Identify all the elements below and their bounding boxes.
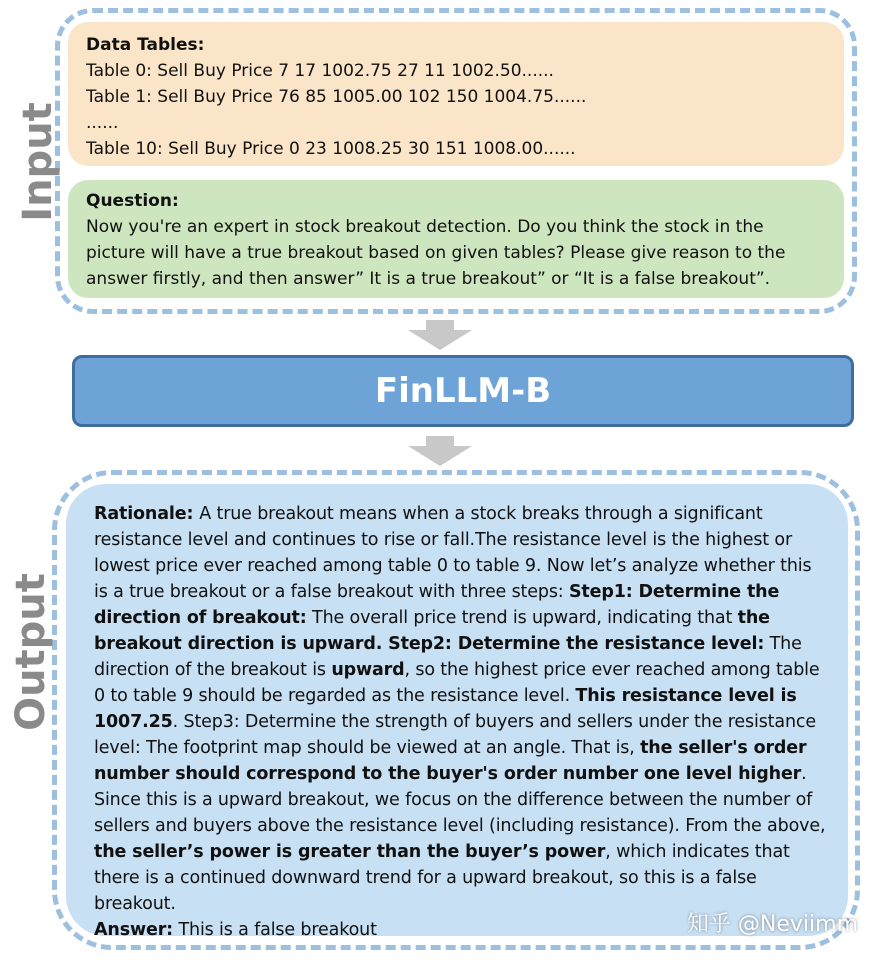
answer-text: This is a false breakout	[173, 920, 377, 940]
question-title: Question:	[86, 191, 179, 211]
rationale-segment: The overall price trend is upward, indicating that	[306, 608, 738, 628]
table-line: Table 10: Sell Buy Price 0 23 1008.25 30 151 1008.00......	[86, 139, 576, 159]
table-line: Table 0: Sell Buy Price 7 17 1002.75 27 11 1002.50......	[86, 61, 554, 81]
rationale-segment: the seller's order number should correspond to the buyer's order number one level higher	[94, 738, 807, 784]
rationale-segment: The direction of the breakout is	[94, 634, 802, 680]
down-arrow-icon	[406, 436, 474, 466]
output-side-label: Output	[8, 573, 54, 731]
rationale-segment: , which indicates that there is a continued downward trend for a upward breakout, so this is a false breakout.	[94, 842, 790, 914]
data-tables-card	[68, 22, 844, 166]
watermark: 知乎 @Neviimm	[686, 912, 858, 937]
question-text: Now you're an expert in stock breakout detection. Do you think the stock in the picture will have a true breakout based on given tables? Please give reason to the answer firstly, and then answer” It is a true breakout” or “It is a false breakout”.	[86, 217, 786, 289]
rationale-segment: . Since this is a upward breakout, we focus on the difference between the number of sellers and buyers above the resistance level (including resistance). From the above,	[94, 764, 826, 836]
rationale-segment: Rationale:	[94, 504, 200, 524]
output-card	[66, 484, 848, 940]
rationale-segment: This resistance level is 1007.25	[94, 686, 797, 732]
rationale-segment: the seller’s power is greater than the buyer’s power	[94, 842, 606, 862]
rationale-segment: upward	[331, 660, 405, 680]
model-label: FinLLM-B	[374, 371, 552, 411]
rationale-segment: Step1: Determine the direction of breakout:	[94, 582, 780, 628]
table-line: Table 1: Sell Buy Price 76 85 1005.00 102 150 1004.75......	[86, 87, 587, 107]
model-box	[72, 355, 854, 427]
rationale-segment: A true breakout means when a stock breaks through a significant resistance level and continues to rise or fall.The resistance level is the highest or lowest price ever reached among table 0 to table 9. Now let’s analyze whether this is a true breakout or a false breakout with three steps:	[94, 504, 812, 602]
answer-label: Answer:	[94, 920, 174, 940]
input-side-label: Input	[15, 102, 61, 222]
rationale-text	[94, 501, 828, 917]
data-tables-title: Data Tables:	[86, 35, 205, 55]
question-card	[68, 180, 844, 298]
rationale-segment: . Step3: Determine the strength of buyers and sellers under the resistance level: The footprint map should be viewed at an angle. That is,	[94, 712, 816, 758]
down-arrow-icon	[406, 320, 474, 350]
rationale-segment: the breakout direction is upward. Step2: Determine the resistance level:	[94, 608, 770, 654]
table-line: ......	[86, 113, 119, 133]
rationale-segment: , so the highest price ever reached among table 0 to table 9 should be regarded as the resistance level.	[94, 660, 820, 706]
